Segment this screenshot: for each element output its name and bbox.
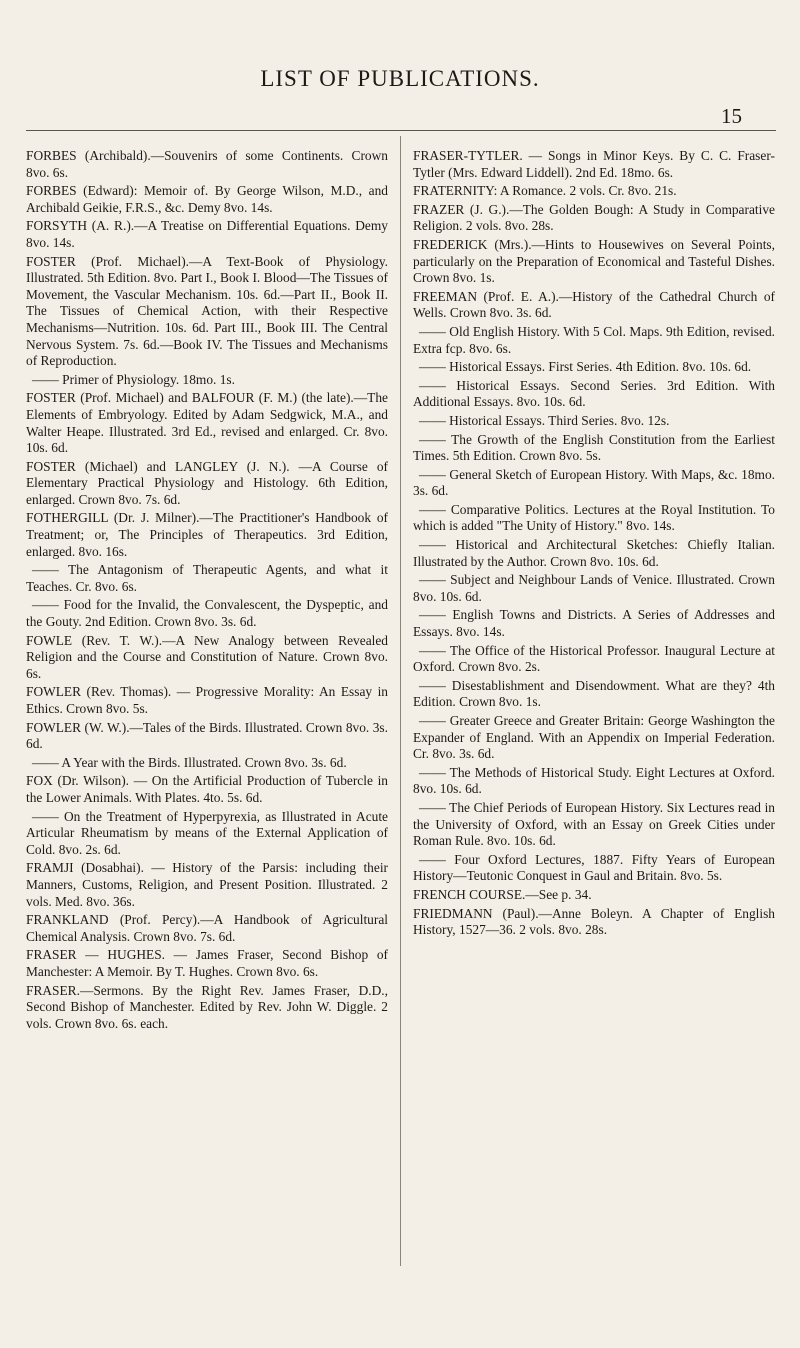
catalogue-entry: —— The Growth of the English Constitution from the Earliest Times. 5th Edition. Crown 8vo. 5s. — [413, 431, 775, 464]
right-column — [413, 148, 775, 941]
catalogue-entry: FRATERNITY: A Romance. 2 vols. Cr. 8vo. 21s. — [413, 183, 677, 199]
catalogue-entry: FREDERICK (Mrs.).—Hints to Housewives on Several Points, particularly on the Preparation of Economical and Tasteful Dishes. Crown 8vo. 1s. — [413, 236, 775, 286]
catalogue-entry: FRANKLAND (Prof. Percy).—A Handbook of Agricultural Chemical Analysis. Crown 8vo. 7s. 6d. — [26, 912, 388, 944]
catalogue-entry: —— Subject and Neighbour Lands of Venice. Illustrated. Crown 8vo. 10s. 6d. — [413, 572, 775, 604]
catalogue-entry: —— A Year with the Birds. Illustrated. Crown 8vo. 3s. 6d. — [32, 754, 347, 770]
catalogue-entry: —— Greater Greece and Greater Britain: George Washington the Expander of England. With an Appendix on Imperial Federation. Cr. 8vo. 3s. 6d. — [413, 713, 775, 762]
catalogue-entry: FORBES (Archibald).—Souvenirs of some Continents. Crown 8vo. 6s. — [26, 148, 388, 180]
catalogue-entry: —— Historical Essays. Third Series. 8vo. 12s. — [419, 412, 670, 428]
catalogue-entry: —— The Methods of Historical Study. Eight Lectures at Oxford. 8vo. 10s. 6d. — [413, 764, 775, 797]
catalogue-entry: —— Old English History. With 5 Col. Maps. 9th Edition, revised. Extra fcp. 8vo. 6s. — [413, 323, 775, 356]
catalogue-entry: —— English Towns and Districts. A Series of Addresses and Essays. 8vo. 14s. — [413, 607, 775, 640]
catalogue-entry: —— Historical and Architectural Sketches: Chiefly Italian. Illustrated by the Author. Crown 8vo. 10s. 6d. — [413, 537, 775, 569]
catalogue-entry: FOWLER (Rev. Thomas). — Progressive Morality: An Essay in Ethics. Crown 8vo. 5s. — [26, 684, 388, 716]
catalogue-entry: FOSTER (Prof. Michael) and BALFOUR (F. M.) (the late).—The Elements of Embryology. Edited by Adam Sedgwick, M.A., and Walter Heape. Illustrated. 3rd Ed., revised and enlarged. Cr. 8vo. 10s. 6d. — [26, 390, 388, 456]
catalogue-entry: FOSTER (Michael) and LANGLEY (J. N.). —A Course of Elementary Practical Physiology and Histology. 6th Edition, enlarged. Crown 8vo. 7s. 6d. — [26, 458, 388, 507]
catalogue-entry: —— The Chief Periods of European History. Six Lectures read in the University of Oxford, with an Essay on Greek Cities under Roman Rule. 8vo. 10s. 6d. — [413, 799, 775, 849]
catalogue-entry: —— Historical Essays. Second Series. 3rd Edition. With Additional Essays. 8vo. 10s. 6d. — [413, 377, 775, 410]
catalogue-entry: —— Four Oxford Lectures, 1887. Fifty Years of European History—Teutonic Conquest in Gaul and Britain. 8vo. 5s. — [413, 851, 775, 884]
catalogue-entry: —— The Office of the Historical Professor. Inaugural Lecture at Oxford. Crown 8vo. 2s. — [413, 642, 775, 675]
catalogue-entry: FRENCH COURSE.—See p. 34. — [413, 886, 592, 902]
catalogue-entry: FRASER — HUGHES. — James Fraser, Second Bishop of Manchester: A Memoir. By T. Hughes. Crown 8vo. 6s. — [26, 947, 388, 979]
catalogue-entry: FRAZER (J. G.).—The Golden Bough: A Study in Comparative Religion. 2 vols. 8vo. 28s. — [413, 201, 775, 234]
catalogue-entry: FOSTER (Prof. Michael).—A Text-Book of Physiology. Illustrated. 5th Edition. 8vo. Part I., Book I. Blood—The Tissues of Movement, the Vascular Mechanism. 10s. 6d.—Part II., Book II. The Tissues of Chemical Action, with their Respective Mechanisms—Nutrition. 10s. 6d. Part III., Book III. The Central Nervous System. 7s. 6d.—Book IV. The Tissues and Mechanisms of Reproduction. — [26, 253, 388, 369]
catalogue-entry: —— The Antagonism of Therapeutic Agents, and what it Teaches. Cr. 8vo. 6s. — [26, 562, 388, 594]
column-divider — [400, 136, 401, 1266]
catalogue-entry: FOWLER (W. W.).—Tales of the Birds. Illustrated. Crown 8vo. 3s. 6d. — [26, 719, 388, 752]
catalogue-entry: —— On the Treatment of Hyperpyrexia, as Illustrated in Acute Articular Rheumatism by means of the External Application of Cold. 8vo. 2s. 6d. — [26, 808, 388, 857]
catalogue-entry: FRAMJI (Dosabhai). — History of the Parsis: including their Manners, Customs, Religion, and Present Position. Illustrated. 2 vols. Med. 8vo. 36s. — [26, 860, 388, 909]
catalogue-entry: FORBES (Edward): Memoir of. By George Wilson, M.D., and Archibald Geikie, F.R.S., &c. Demy 8vo. 14s. — [26, 183, 388, 215]
catalogue-entry: —— Food for the Invalid, the Convalescent, the Dyspeptic, and the Gouty. 2nd Edition. Crown 8vo. 3s. 6d. — [26, 597, 388, 630]
catalogue-entry: FRASER.—Sermons. By the Right Rev. James Fraser, D.D., Second Bishop of Manchester. Edited by Rev. John W. Diggle. 2 vols. Crown 8vo. 6s. each. — [26, 982, 388, 1031]
catalogue-entry: —— Disestablishment and Disendowment. What are they? 4th Edition. Crown 8vo. 1s. — [413, 677, 775, 710]
catalogue-entry: FOWLE (Rev. T. W.).—A New Analogy between Revealed Religion and the Course and Constitution of Nature. Crown 8vo. 6s. — [26, 632, 388, 681]
header-rule — [26, 130, 776, 131]
catalogue-entry: FOTHERGILL (Dr. J. Milner).—The Practitioner's Handbook of Treatment; or, The Principles of Therapeutics. 3rd Edition, enlarged. 8vo. 16s. — [26, 510, 388, 559]
catalogue-entry: —— Comparative Politics. Lectures at the Royal Institution. To which is added "The Unity of History." 8vo. 14s. — [413, 501, 775, 534]
page-header: LIST OF PUBLICATIONS. — [260, 66, 540, 91]
catalogue-entry: —— Historical Essays. First Series. 4th Edition. 8vo. 10s. 6d. — [419, 359, 752, 375]
catalogue-entry: —— General Sketch of European History. With Maps, &c. 18mo. 3s. 6d. — [413, 466, 775, 499]
catalogue-entry: FORSYTH (A. R.).—A Treatise on Differential Equations. Demy 8vo. 14s. — [26, 218, 388, 250]
catalogue-entry: —— Primer of Physiology. 18mo. 1s. — [32, 371, 235, 387]
catalogue-entry: FRASER-TYTLER. — Songs in Minor Keys. By C. C. Fraser-Tytler (Mrs. Edward Liddell). 2nd Ed. 18mo. 6s. — [413, 148, 775, 180]
page-number: 15 — [721, 104, 742, 128]
catalogue-entry: FOX (Dr. Wilson). — On the Artificial Production of Tubercle in the Lower Animals. With Plates. 4to. 5s. 6d. — [26, 773, 388, 805]
catalogue-entry: FREEMAN (Prof. E. A.).—History of the Cathedral Church of Wells. Crown 8vo. 3s. 6d. — [413, 288, 775, 321]
left-column — [26, 148, 388, 1034]
catalogue-entry: FRIEDMANN (Paul).—Anne Boleyn. A Chapter of English History, 1527—36. 2 vols. 8vo. 28s. — [413, 905, 775, 938]
